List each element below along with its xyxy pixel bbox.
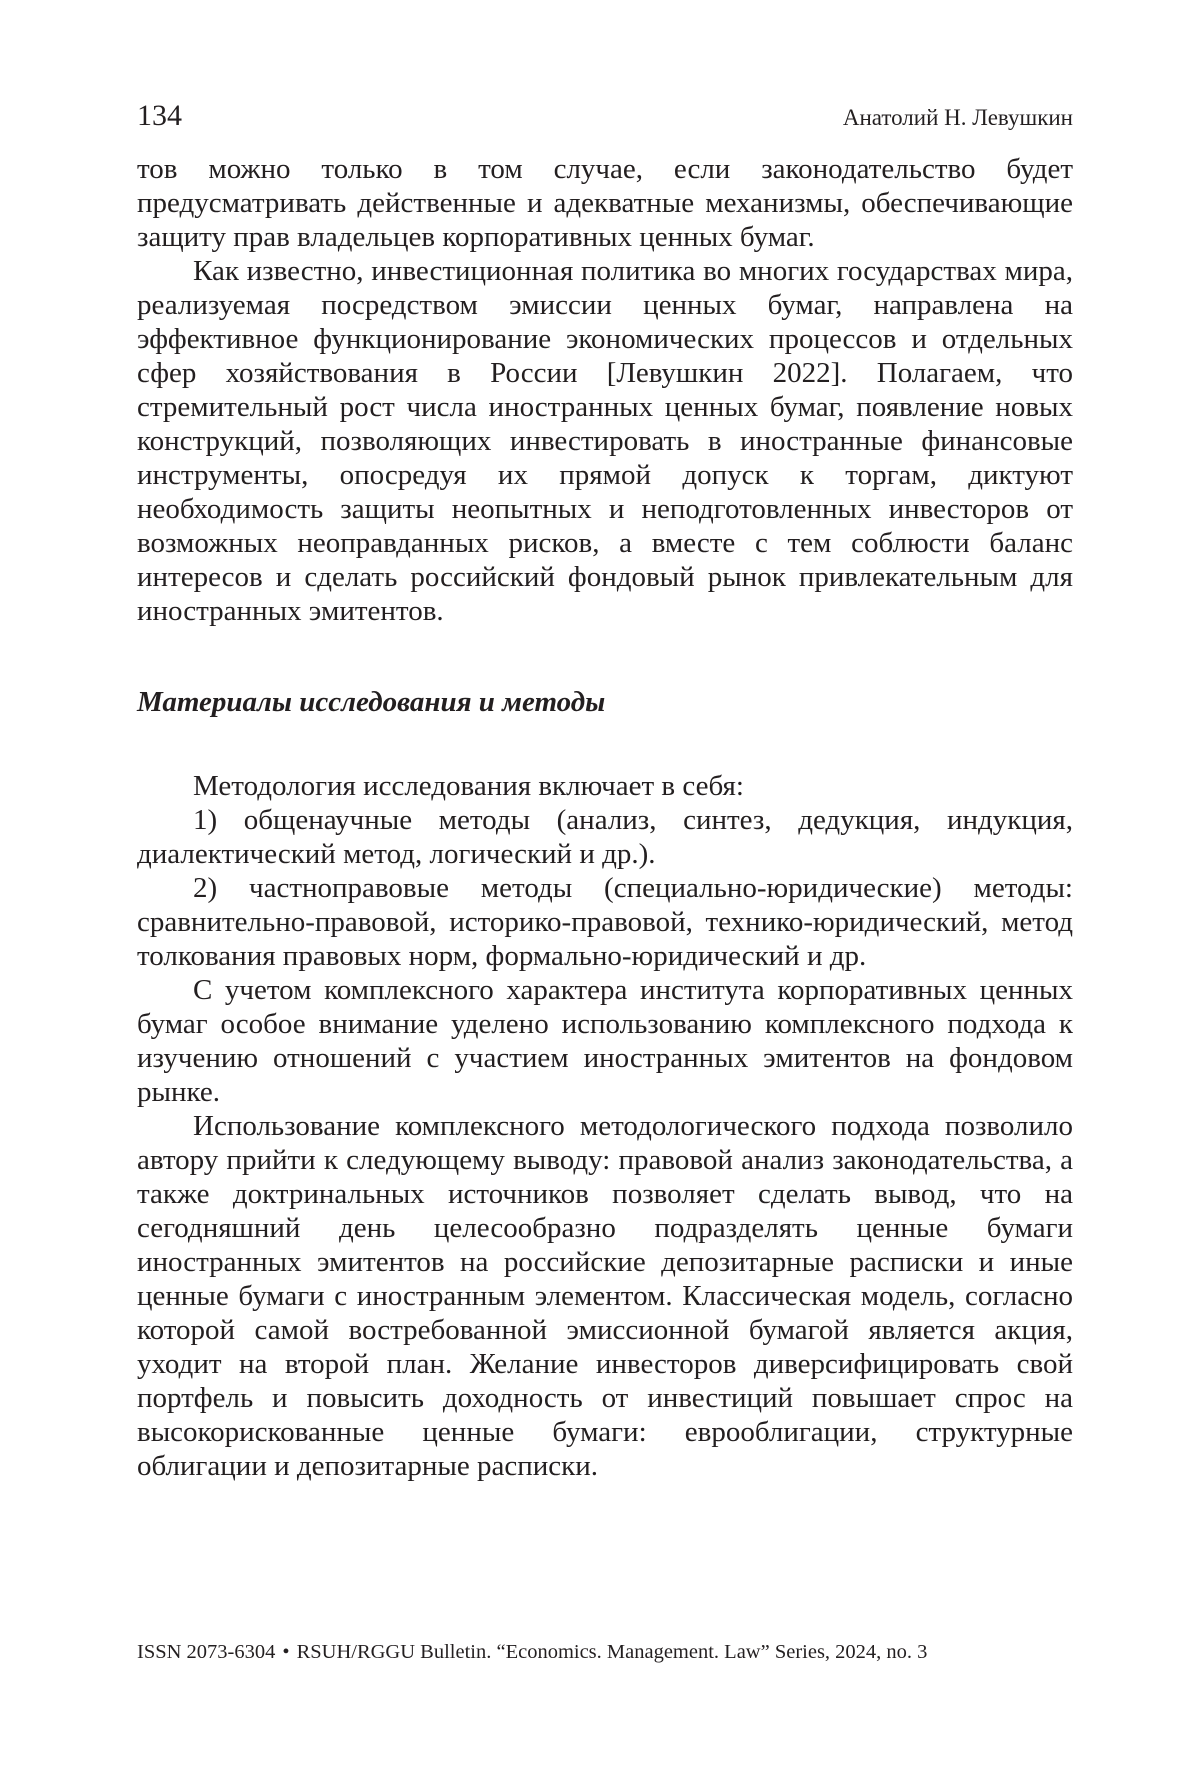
- paragraph-methodology-intro: Методология исследования включает в себя:: [193, 770, 744, 802]
- article-body: [137, 152, 1073, 1483]
- document-page: [137, 0, 1073, 1780]
- footer-bullet: •: [282, 1641, 290, 1663]
- page-number: 134: [137, 99, 182, 132]
- paragraph-general-methods: 1) общенаучные методы (анализ, синтез, дедукция, индукция, диалектический метод, логический и др.).: [137, 804, 1073, 870]
- paragraph-complex-approach: С учетом комплексного характера института корпоративных ценных бумаг особое внимание уделено использованию комплексного подхода к изучению отношений с участием иностранных эмитентов на фондовом рынке.: [137, 974, 1073, 1108]
- paragraph-investment-policy: Как известно, инвестиционная политика во многих государствах мира, реализуемая посредством эмиссии ценных бумаг, направлена на эффективное функционирование экономических процессов и отдельных сфер хозяйствования в России [Левушкин 2022]. Полагаем, что стремительный рост числа иностранных ценных бумаг, появление новых конструкций, позволяющих инвестировать в иностранные финансовые инструменты, опосредуя их прямой допуск к торгам, диктуют необходимость защиты неопытных и неподготовленных инвесторов от возможных неоправданных рисков, а вместе с тем соблюсти баланс интересов и сделать российский фондовый рынок привлекательным для иностранных эмитентов.: [137, 255, 1073, 627]
- page-footer: [137, 1638, 1073, 1666]
- journal-citation: RSUH/RGGU Bulletin. “Economics. Management. Law” Series, 2024, no. 3: [296, 1641, 928, 1663]
- author-name: Анатолий Н. Левушкин: [842, 105, 1073, 130]
- running-head: [137, 96, 1073, 136]
- issn-number: ISSN 2073-6304: [137, 1641, 276, 1663]
- paragraph-private-law-methods: 2) частноправовые методы (специально-юридические) методы: сравнительно-правовой, историко-правовой, технико-юридический, метод толкования правовых норм, формально-юридический и др.: [137, 872, 1073, 972]
- section-title: Материалы исследования и методы: [137, 686, 606, 718]
- paragraph-conclusion: Использование комплексного методологического подхода позволило автору прийти к следующему выводу: правовой анализ законодательства, а также доктринальных источников позволяет сделать вывод, что на сегодняшний день целесообразно подразделять ценные бумаги иностранных эмитентов на российские депозитарные расписки и иные ценные бумаги с иностранным элементом. Классическая модель, согласно которой самой востребованной эмиссионной бумагой является акция, уходит на второй план. Желание инвесторов диверсифицировать свой портфель и повысить доходность от инвестиций повышает спрос на высокорискованные ценные бумаги: еврооблигации, структурные облигации и депозитарные расписки.: [137, 1110, 1073, 1482]
- paragraph-continued: тов можно только в том случае, если законодательство будет предусматривать действенные и адекватные механизмы, обеспечивающие защиту прав владельцев корпоративных ценных бумаг.: [137, 153, 1073, 253]
